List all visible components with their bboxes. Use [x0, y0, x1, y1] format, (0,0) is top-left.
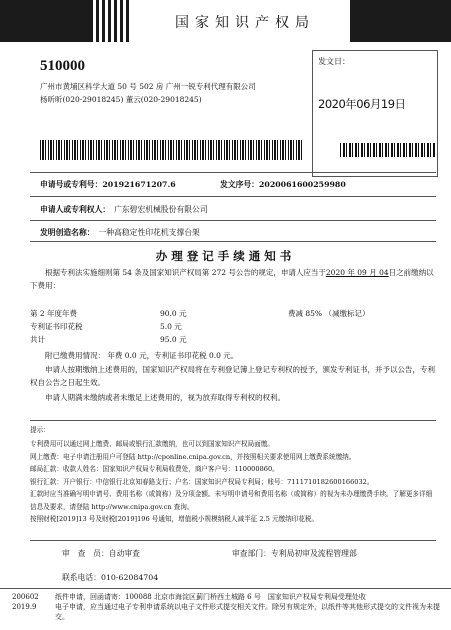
intro-text-end: 日之前缴纳以下费用：: [30, 268, 434, 290]
applicant-row: [30, 196, 436, 217]
footer-line-2: 电子申请，应当通过电子专利申请系统以电子文件形式提交相关文件。除另有规定外，以纸件等其他形式提交的文件视为未提交。: [55, 603, 440, 621]
fee-remark-0: 费减 85% （减缴标记）: [288, 309, 370, 318]
examiner: [62, 548, 140, 559]
barcode-secondary: [340, 143, 435, 157]
contacts-line: 杨昕昕(020-29018245) 董云(020-29018245): [40, 95, 202, 104]
hint-line: 网上缴费：电子申请注册用户可登陆 http://cponline.cnipa.gov.cn，并按照相关要求使用网上缴费系统缴纳。: [30, 452, 356, 461]
hint-divider: [30, 420, 436, 421]
hint-title: 提示：: [30, 426, 50, 434]
postcode: 510000: [40, 58, 85, 74]
footer-line-1: 纸件申请，回函请寄：100088 北京市海淀区蓟门桥西土城路 6 号 国家知识产权局专利局受理处收: [55, 593, 366, 601]
contact-phone: 联系电话：010-62084704: [62, 573, 159, 582]
fee-name-2: 共计: [30, 335, 45, 344]
serial-label: 发文序号：: [220, 180, 259, 189]
header-stripes: [90, 0, 130, 42]
invention: 一种高稳定性印花机支撑台架: [98, 228, 200, 237]
paid-line: 附已缴费用情况： 年费 0.0 元，专利证书印花税 0.0 元。: [45, 351, 239, 360]
invention-row: [30, 220, 436, 242]
examiner-label: 审 查 员：: [62, 549, 109, 558]
dept-value: 专利局初审及流程管理部: [270, 549, 357, 558]
applicant-label: 申请人或专利权人：: [40, 205, 107, 214]
examiner-value: 自动审查: [108, 549, 140, 558]
footer-date: 2019.9: [12, 603, 37, 611]
fee-amount-2: 95.0 元: [160, 335, 187, 344]
app-no: 201921671207.6: [102, 180, 176, 189]
hint-line: 邮局汇款：收款人姓名：国家知识产权局专利局收费处，商户客户号：110000860。: [30, 465, 279, 473]
address-line: 广州市黄埔区科学大道 50 号 502 房 广州一锐专利代理有限公司: [40, 82, 256, 91]
barcode: [40, 140, 303, 160]
lapse-paragraph: 申请人期满未缴纳或者未缴足上述费用的，视为放弃取得专利权的权利。: [45, 393, 285, 402]
footer-code: 200602: [12, 593, 39, 601]
agency-title: 国家知识产权局: [175, 15, 315, 31]
footer-divider: [0, 588, 451, 589]
deadline: 2020 年 09 月 04: [325, 268, 389, 277]
review-divider: [30, 540, 436, 541]
hint-block: [30, 438, 436, 526]
hint-line: 专利费用可以通过网上缴费、邮局或银行汇款缴纳，也可以到国家知识产权局面缴。: [30, 440, 274, 448]
grant-paragraph: 申请人按期缴纳上述费用的，国家知识产权局将在专利登记簿上登记专利权的授予，颁发专利证书，并予以公告，专利权自公告之日起生效。: [30, 365, 435, 387]
fee-amount-1: 5.0 元: [160, 322, 182, 331]
applicant: 广东碧宏机械股份有限公司: [114, 205, 208, 214]
send-date-label: 发文日：: [318, 57, 350, 66]
dept-label: 审查部门：: [232, 549, 271, 558]
notice-title: 办理登记手续通知书: [155, 249, 296, 263]
recipient-address: [40, 80, 300, 106]
hint-line: 按照财税[2019]13 号及财税[2019]196 号通知，增值税小规模纳税人减半征 2.5 元缴纳印花税。: [30, 515, 319, 523]
send-date-value: 2020年06月19日: [318, 97, 406, 111]
header-bar-right: [350, 0, 451, 42]
footer-text: [55, 592, 440, 622]
hint-line: 银行汇款：开户银行：中信银行北京知春路支行；户名：国家知识产权局专利局；账号：7111710182600166032。: [30, 477, 374, 486]
fee-amount-0: 90.0 元: [160, 309, 187, 318]
invention-label: 发明创造名称：: [40, 228, 91, 237]
app-no-label: 申请号或专利号：: [40, 180, 103, 189]
intro-text: 根据专利法实施细则第 54 条及国家知识产权局第 272 号公告的规定，申请人应当于: [45, 268, 326, 277]
header-bar-left: [0, 0, 90, 42]
app-number-row: [30, 172, 436, 193]
fee-name-1: 专利证书印花税: [30, 322, 83, 331]
review-dept: [232, 548, 357, 559]
hint-line: 汇款时应当准确写明申请号、费用名称（或简称）及分项金额。未写明申请号和费用名称（或简称）的视为未办理缴费手续。了解更多详细信息及要求，请登陆 http://www.cnipa.gov.cn 查询。: [30, 490, 433, 511]
send-date-box: [312, 50, 438, 177]
intro-paragraph: [30, 266, 436, 292]
fee-name-0: 第 2 年度年费: [30, 309, 78, 318]
serial: 2020061600259980: [258, 180, 346, 189]
